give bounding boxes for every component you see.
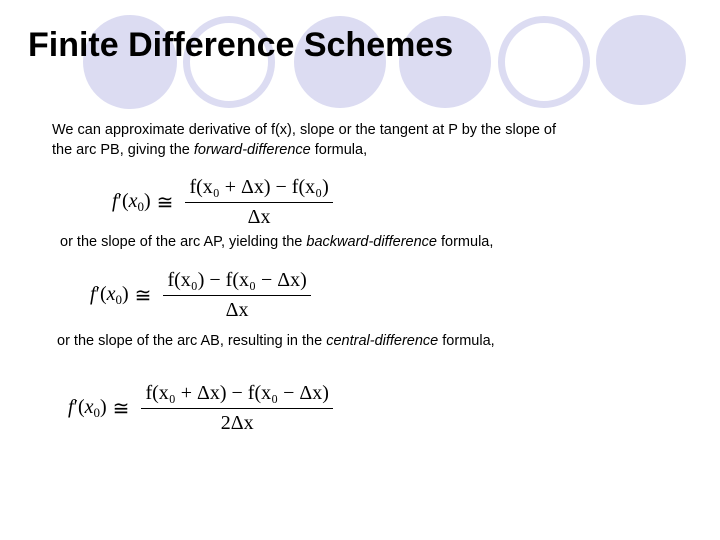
numerator: f(x₀ + Δx) − f(x₀ − Δx)	[141, 382, 332, 409]
fraction	[185, 176, 332, 229]
derivative-lhs: $f'(x_0)$	[68, 396, 107, 420]
decor-circle-6	[596, 15, 686, 105]
numerator: f(x₀ + Δx) − f(x₀)	[185, 176, 332, 203]
fraction	[163, 269, 310, 322]
fraction	[141, 382, 332, 435]
approx-symbol: ≅	[156, 192, 174, 214]
slide-title: Finite Difference Schemes	[28, 26, 454, 64]
derivative-lhs: $f'(x_0)$	[112, 190, 151, 214]
central-difference-formula	[68, 382, 333, 435]
intro-line-1: We can approximate derivative of f(x), slope or the tangent at P by the slope of	[52, 122, 557, 138]
approx-symbol: ≅	[134, 285, 152, 307]
derivative-lhs: $f'(x_0)$	[90, 283, 129, 307]
backward-paragraph: or the slope of the arc AP, yielding the backward-difference formula,	[60, 234, 494, 250]
approx-symbol: ≅	[112, 398, 130, 420]
backward-difference-formula	[90, 269, 311, 322]
central-paragraph: or the slope of the arc AB, resulting in the central-difference formula,	[57, 333, 495, 349]
forward-difference-formula	[112, 176, 333, 229]
denominator: Δx	[247, 206, 271, 228]
decor-circle-5	[498, 16, 590, 108]
denominator: Δx	[225, 299, 249, 321]
intro-paragraph	[52, 120, 672, 160]
numerator: f(x₀) − f(x₀ − Δx)	[163, 269, 310, 296]
intro-line-2: the arc PB, giving the forward-difference formula,	[52, 142, 368, 158]
denominator: 2Δx	[220, 412, 254, 434]
